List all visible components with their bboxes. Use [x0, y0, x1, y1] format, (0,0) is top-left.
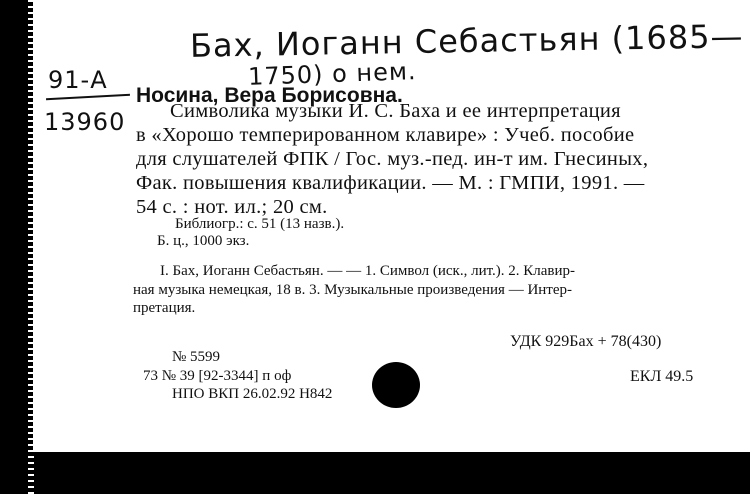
handwritten-heading-cont: 1750) о нем.: [247, 57, 418, 91]
imprint-line: Фак. повышения квалификации. — М. : ГМПИ, 1991. —: [136, 172, 645, 194]
handwritten-heading: Бах, Иоганн Себастьян (1685—: [189, 17, 744, 65]
collation-line: 54 с. : нот. ил.; 20 см.: [136, 196, 328, 218]
title-line: для слушателей ФПК / Гос. муз.-пед. ин-т им. Гнесиных,: [136, 148, 649, 170]
card-punch-hole: [372, 362, 420, 408]
title-line: Символика музыки И. С. Баха и ее интерпретация: [170, 100, 621, 122]
inventory-number: 13960: [44, 108, 126, 136]
tracing-line: претация.: [133, 300, 196, 316]
bibliography-note: Библиогр.: с. 51 (13 назв.).: [175, 216, 345, 232]
order-number: 73 № 39 [92-3344] п оф: [143, 368, 292, 384]
udk-index: УДК 929Бах + 78(430): [510, 333, 662, 350]
ekl-index: ЕКЛ 49.5: [630, 368, 694, 385]
title-line: в «Хорошо темперированном клавире» : Учеб. пособие: [136, 124, 635, 146]
author-heading: Носина, Вера Борисовна.: [136, 84, 403, 107]
npo-stamp: НПО ВКП 26.02.92 Н842: [172, 386, 333, 402]
tracing-line: ная музыка немецкая, 18 в. 3. Музыкальные произведения — Интер-: [133, 282, 573, 298]
shelf-mark: 91-А: [48, 66, 108, 94]
copies-note: Б. ц., 1000 экз.: [157, 233, 250, 249]
tracing-line: I. Бах, Иоганн Себастьян. — — 1. Символ (иск., лит.). 2. Клавир-: [160, 263, 576, 279]
card-number: № 5599: [172, 349, 221, 365]
